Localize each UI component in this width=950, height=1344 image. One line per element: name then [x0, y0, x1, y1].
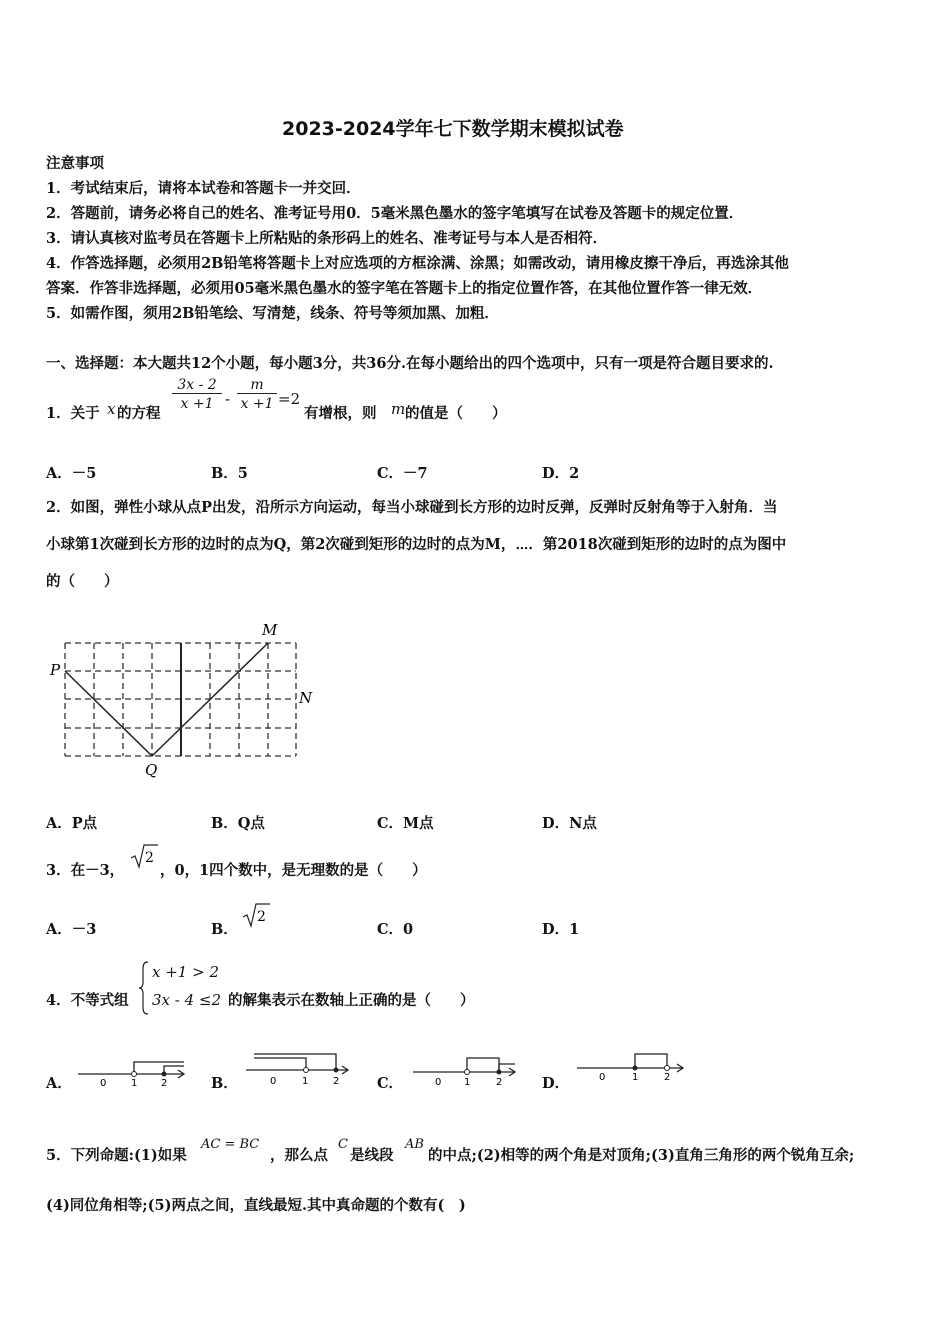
q2-label-p: P	[50, 661, 61, 679]
q5-mid-2: 是线段	[350, 1147, 394, 1164]
q2-option-b[interactable]: B．Q点	[211, 815, 265, 832]
q2-option-c[interactable]: C．M点	[377, 815, 434, 832]
note-item: 2．答题前，请务必将自己的姓名、准考证号用0．5毫米黑色墨水的签字笔填写在试卷及答题卡的规定位置．	[46, 205, 744, 222]
q4-c-tick-1: 1	[464, 1077, 471, 1088]
q4-option-a-number-line	[76, 1052, 191, 1090]
q4-option-a[interactable]: A．	[46, 1075, 72, 1092]
q5-prefix: 5．下列命题:(1)如果	[46, 1147, 187, 1164]
q2-label-n: N	[299, 689, 313, 707]
q1-frac1-numerator: 3x - 2	[177, 377, 217, 393]
q4-a-tick-1: 1	[131, 1078, 138, 1089]
q3-option-c[interactable]: C．0	[377, 921, 414, 938]
q2-label-q: Q	[145, 761, 158, 779]
q3-prefix: 3．在－3，	[46, 862, 125, 879]
q4-option-c[interactable]: C．	[377, 1075, 404, 1092]
q3-option-b[interactable]: B．	[211, 921, 238, 938]
q1-equals: =2	[278, 390, 301, 408]
q5-point: C	[338, 1137, 348, 1152]
q1-suffix-a: 有增根，则	[304, 405, 377, 422]
q4-option-b[interactable]: B．	[211, 1075, 238, 1092]
q1-var-x: x	[107, 400, 116, 418]
q4-suffix: 的解集表示在数轴上正确的是（ ）	[228, 992, 475, 1009]
q2-line-3: 的（ ）	[46, 573, 119, 590]
q3-sqrt-symbol	[129, 842, 159, 870]
q3-option-a[interactable]: A．－3	[46, 921, 97, 938]
note-item: 1．考试结束后，请将本试卷和答题卡一并交回．	[46, 180, 361, 197]
q4-c-tick-0: 0	[435, 1077, 442, 1088]
q5-suffix: 的中点;(2)相等的两个角是对顶角;(3)直角三角形的两个锐角互余;	[428, 1147, 855, 1164]
q2-label-m: M	[262, 621, 278, 639]
q2-figure	[40, 615, 330, 785]
q1-mid: 的方程	[117, 405, 161, 422]
q4-prefix: 4．不等式组	[46, 992, 129, 1009]
q2-line-1: 2．如图，弹性小球从点P出发，沿所示方向运动，每当小球碰到长方形的边时反弹，反弹时反射角等于入射角．当	[46, 499, 778, 516]
q1-suffix-b: 的值是（ ）	[405, 405, 507, 422]
note-item: 答案．作答非选择题，必须用05毫米黑色墨水的签字笔在答题卡上的指定位置作答，在其他位置作答一律无效．	[46, 280, 763, 297]
page-title: 2023-2024学年七下数学期末模拟试卷	[282, 118, 624, 140]
q5-line-2: (4)同位角相等;(5)两点之间，直线最短.其中真命题的个数有( )	[46, 1197, 466, 1214]
q4-inequality-1: x +1 > 2	[152, 963, 219, 981]
q4-d-tick-1: 1	[632, 1072, 639, 1083]
q4-a-tick-2: 2	[161, 1078, 168, 1089]
q1-option-b[interactable]: B．5	[211, 465, 248, 482]
q3-option-b-sqrt-value: 2	[257, 909, 266, 925]
q4-b-tick-1: 1	[302, 1076, 309, 1087]
note-item: 3．请认真核对监考员在答题卡上所粘贴的条形码上的姓名、准考证号与本人是否相符．	[46, 230, 608, 247]
q1-option-c[interactable]: C．－7	[377, 465, 428, 482]
q4-inequality-2: 3x - 4 ≤2	[152, 991, 222, 1009]
q4-option-d-number-line	[575, 1048, 690, 1088]
q4-b-tick-0: 0	[270, 1076, 277, 1087]
q3-option-d[interactable]: D．1	[542, 921, 580, 938]
q4-a-tick-0: 0	[100, 1078, 107, 1089]
q1-minus: -	[225, 390, 231, 408]
q4-d-tick-2: 2	[664, 1072, 671, 1083]
q4-option-c-number-line	[411, 1050, 521, 1090]
q2-option-a[interactable]: A．P点	[46, 815, 98, 832]
note-item: 5．如需作图，须用2B铅笔绘、写清楚，线条、符号等须加黑、加粗．	[46, 305, 499, 322]
q4-option-d[interactable]: D．	[542, 1075, 570, 1092]
q4-c-tick-2: 2	[496, 1077, 503, 1088]
q3-suffix: ，0，1四个数中，是无理数的是（ ）	[160, 862, 427, 879]
q1-option-d[interactable]: D．2	[542, 465, 580, 482]
q2-option-d[interactable]: D．N点	[542, 815, 597, 832]
q5-segment: AB	[405, 1137, 424, 1152]
q1-fraction-2	[237, 377, 277, 412]
q4-b-tick-2: 2	[333, 1076, 340, 1087]
q4-option-b-number-line	[244, 1048, 354, 1090]
q1-frac1-denominator: x +1	[172, 393, 222, 412]
q4-brace	[138, 960, 150, 1016]
q1-prefix: 1．关于	[46, 405, 100, 422]
q1-frac2-numerator: m	[250, 377, 264, 393]
q4-d-tick-0: 0	[599, 1072, 606, 1083]
q2-line-2: 小球第1次碰到长方形的边时的点为Q，第2次碰到矩形的边时的点为M，⋯．第2018次碰到矩形的边时的点为图中	[46, 536, 787, 553]
q1-fraction-1	[172, 377, 222, 412]
note-item: 4．作答选择题，必须用2B铅笔将答题卡上对应选项的方框涂满、涂黑；如需改动，请用橡皮擦干净后，再选涂其他	[46, 255, 789, 272]
q1-frac2-denominator: x +1	[237, 393, 277, 412]
q1-var-m: m	[391, 400, 406, 418]
notes-heading: 注意事项	[46, 155, 104, 172]
q1-option-a[interactable]: A．－5	[46, 465, 97, 482]
section-heading: 一、选择题：本大题共12个小题，每小题3分，共36分.在每小题给出的四个选项中，只有一项是符合题目要求的.	[46, 355, 774, 372]
q3-sqrt-value: 2	[145, 850, 154, 866]
q3-option-b-sqrt	[241, 901, 271, 929]
q5-condition: AC = BC	[201, 1137, 260, 1152]
q5-mid-1: ，那么点	[270, 1147, 328, 1164]
